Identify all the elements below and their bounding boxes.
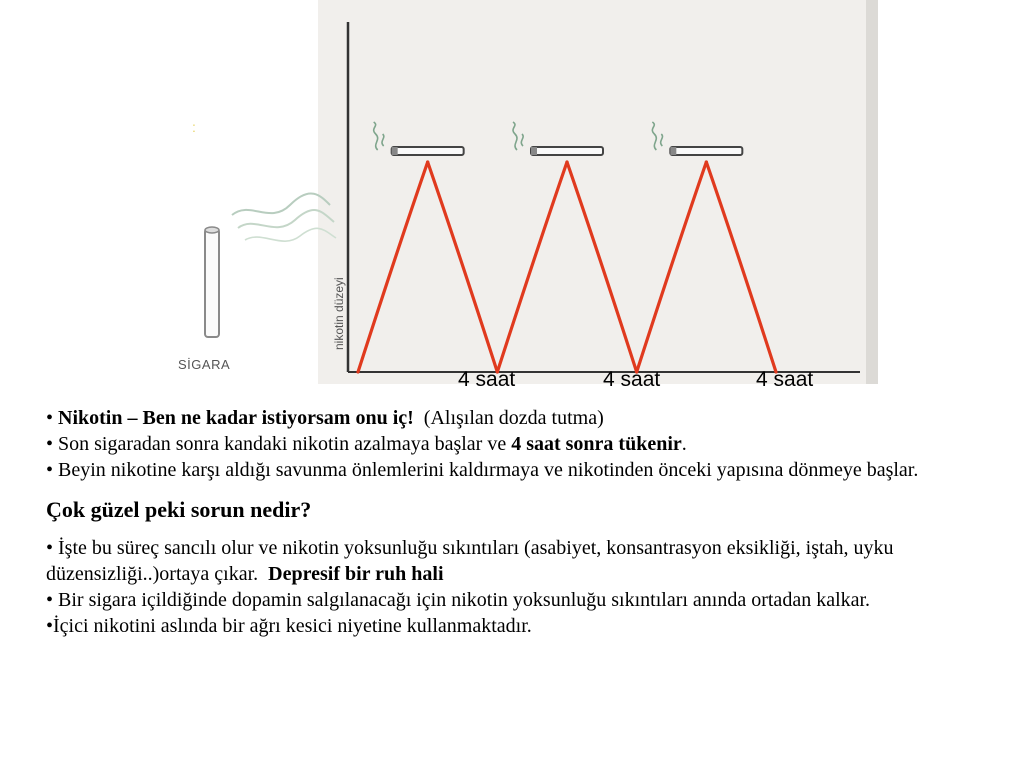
section-heading: Çok güzel peki sorun nedir? bbox=[46, 497, 312, 522]
x-tick-label: 4 saat bbox=[603, 368, 661, 391]
bullet-6-text: İçici nikotini aslında bir ağrı kesici niyetine kullanmaktadır. bbox=[53, 615, 532, 637]
bullet-1-bold: Nikotin – Ben ne kadar istiyorsam onu iç! bbox=[58, 407, 414, 429]
y-axis-label: nikotin düzeyi bbox=[332, 277, 346, 350]
bullet-5-text: Bir sigara içildiğinde dopamin salgılanacağı için nikotin yoksunluğu sıkıntıları anında ortadan kalkar. bbox=[58, 589, 871, 611]
svg-text::: : bbox=[192, 119, 196, 135]
standing-cigarette-icon bbox=[192, 119, 336, 337]
bullet-2-bold: 4 saat sonra tükenir bbox=[511, 433, 682, 455]
bullet-2-post: . bbox=[681, 433, 687, 455]
x-tick-label: 4 saat bbox=[756, 368, 814, 391]
bullet-4-bold: Depresif bir ruh hali bbox=[268, 563, 444, 585]
bullet-1: • Nikotin – Ben ne kadar istiyorsam onu iç! (Alışılan dozda tutma) bbox=[46, 407, 604, 429]
bullet-4: • İşte bu süreç sancılı olur ve nikotin yoksunluğu sıkıntıları (asabiyet, konsantrasyon eksikliği, iştah, uyku düzensizliği..)ortaya çıkar. Depresif bir ruh hali bbox=[46, 537, 894, 585]
figure-paper-edge bbox=[866, 0, 878, 384]
bullet-2: • Son sigaradan sonra kandaki nikotin azalmaya başlar ve 4 saat sonra tükenir. bbox=[46, 433, 687, 455]
bullet-3-text: Beyin nikotine karşı aldığı savunma önlemlerini kaldırmaya ve nikotinden önceki yapısına dönmeye başlar. bbox=[58, 459, 919, 481]
bullet-5: • Bir sigara içildiğinde dopamin salgılanacağı için nikotin yoksunluğu sıkıntıları anında ortadan kalkar. bbox=[46, 589, 871, 611]
slide-body bbox=[46, 405, 1006, 639]
bullet-6: •İçici nikotini aslında bir ağrı kesici niyetine kullanmaktadır. bbox=[46, 615, 532, 637]
figure-paper bbox=[318, 0, 878, 384]
bullet-3: • Beyin nikotine karşı aldığı savunma önlemlerini kaldırmaya ve nikotinden önceki yapısına dönmeye başlar. bbox=[46, 459, 919, 481]
bullet-4-pre: İşte bu süreç sancılı olur ve nikotin yoksunluğu sıkıntıları (asabiyet, konsantrasyon eksikliği, iştah, uyku düzensizliği..)ortaya çıkar. bbox=[46, 537, 894, 585]
cigarette-label: SİGARA bbox=[178, 357, 231, 372]
x-tick-label: 4 saat bbox=[458, 368, 516, 391]
bullet-2-pre: Son sigaradan sonra kandaki nikotin azalmaya başlar ve bbox=[58, 433, 507, 455]
bullet-1-rest: (Alışılan dozda tutma) bbox=[423, 407, 604, 429]
